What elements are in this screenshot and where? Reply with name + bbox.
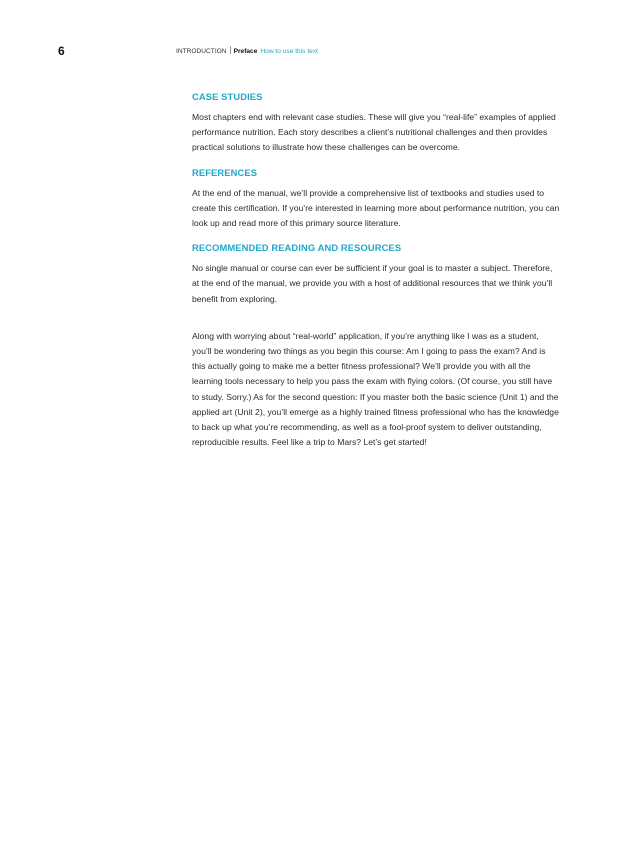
section-body: No single manual or course can ever be sufficient if your goal is to master a subject. Therefore, at the end of the manual, we provide you with a host of additional resources that we think you’ll benefit from exploring. (192, 263, 553, 304)
closing-paragraph: Along with worrying about “real-world” application, if you’re anything like I was as a student, you’ll be wondering two things as you begin this course: Am I going to pass the exam? And is this actually going to make me a better fitness professional? We’ll provide you with all the learning tools necessary to help you pass the exam with flying colors. (Of course, you still have to study. Sorry.) As for the second question: If you master both the basic science (Unit 1) and the applied art (Unit 2), you’ll emerge as a highly trained fitness professional who has the knowledge to back up what you’re recommending, as well as a fool-proof system to deliver outstanding, reproducible results. Feel like a trip to Mars? Let’s get started! (192, 330, 559, 448)
section-references (192, 167, 560, 232)
header-chapter: Preface (233, 48, 258, 55)
header-section: How to use this text (260, 48, 318, 55)
main-content (192, 91, 560, 461)
section-body: At the end of the manual, we’ll provide a comprehensive list of textbooks and studies used to create this certification. If you’re interested in learning more about performance nutrition, you can look up and read more of this primary source literature. (192, 187, 560, 229)
header-divider (230, 46, 231, 54)
section-heading: RECOMMENDED READING AND RESOURCES (192, 242, 402, 254)
section-heading: REFERENCES (192, 166, 258, 178)
section-body: Most chapters end with relevant case studies. These will give you “real-life” examples of applied performance nutrition. Each story describes a client’s nutritional challenges and then provides practical solutions to illustrate how these challenges can be overcome. (192, 112, 556, 153)
section-heading: CASE STUDIES (192, 91, 263, 102)
section-case-studies (192, 91, 560, 156)
section-recommended-reading (192, 242, 560, 307)
header-part: INTRODUCTION (176, 48, 227, 55)
page-number: 6 (58, 44, 65, 58)
running-header (176, 46, 318, 55)
